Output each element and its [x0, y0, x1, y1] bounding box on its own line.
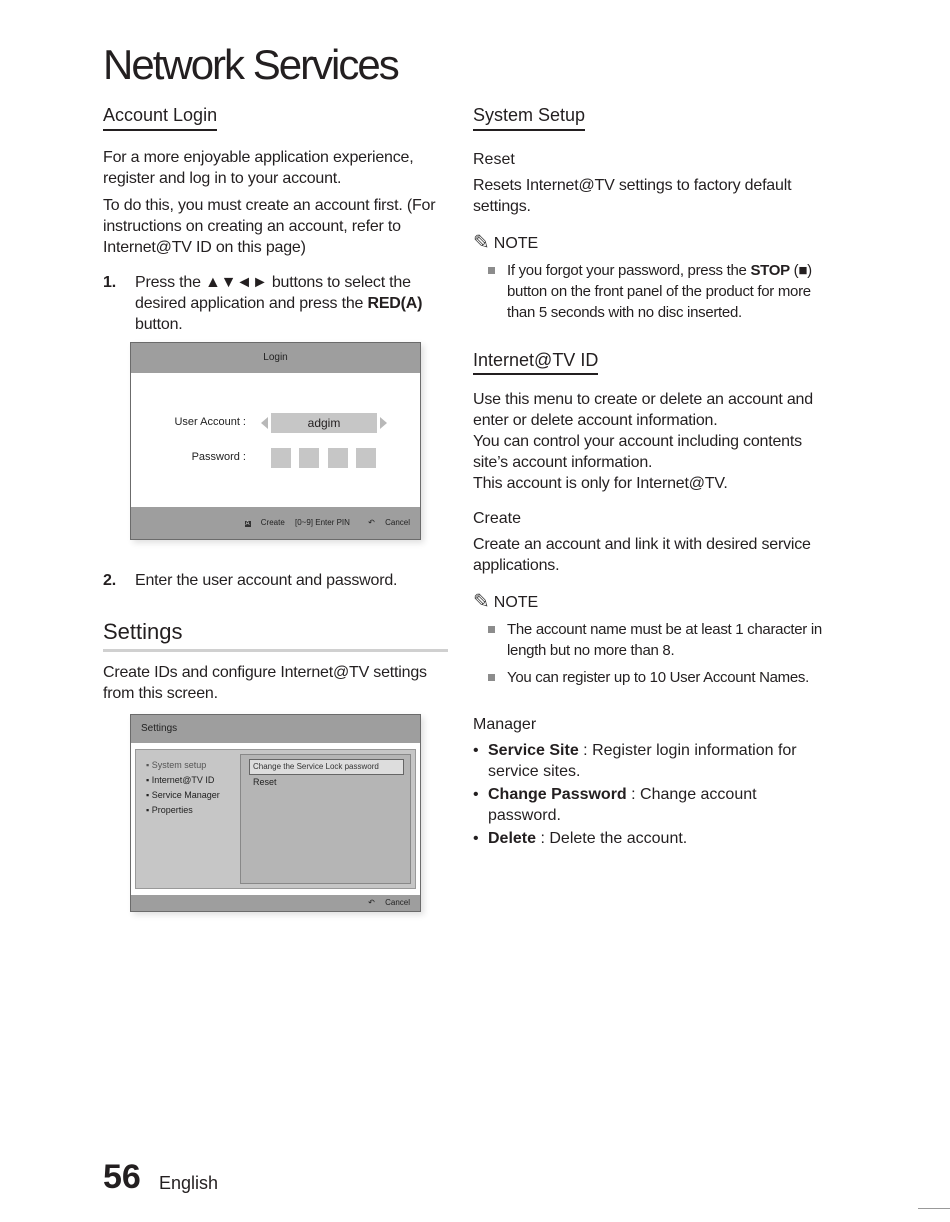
step-2	[103, 570, 448, 591]
account-login-heading: Account Login	[103, 104, 217, 131]
menu-item-internet-tv-id[interactable]: ▪ Internet@TV ID	[146, 775, 215, 785]
page-title: Network Services	[103, 41, 398, 88]
password-digit-1[interactable]	[271, 448, 291, 468]
login-screen-title: Login	[131, 343, 420, 373]
right-column	[473, 104, 833, 849]
cancel-button[interactable]: ↶ Cancel	[368, 518, 410, 527]
manager-item-change-password: • Change Password : Change account password.	[473, 786, 757, 824]
user-account-label: User Account :	[174, 416, 246, 428]
menu-item-system-setup[interactable]: ▪ System setup	[146, 760, 207, 770]
square-bullet-icon	[488, 674, 495, 681]
system-setup-heading: System Setup	[473, 104, 585, 131]
settings-para: Create IDs and configure Internet@TV settings from this screen.	[103, 663, 427, 702]
step-1	[103, 272, 448, 335]
reset-text: Resets Internet@TV settings to factory default settings.	[473, 176, 792, 215]
red-a-key-icon: A	[245, 521, 250, 527]
page-language: English	[159, 1173, 219, 1193]
manager-heading: Manager	[473, 716, 537, 733]
account-login-para2: To do this, you must create an account first. (For instructions on creating an account, refer to Internet@TV ID on this page)	[103, 196, 436, 256]
internet-tv-id-heading: Internet@TV ID	[473, 349, 598, 376]
square-bullet-icon	[488, 626, 495, 633]
step-1-number: 1.	[103, 273, 116, 291]
settings-screen-title: Settings	[131, 715, 420, 743]
step-2-text: Enter the user account and password.	[135, 572, 398, 589]
note-item: You can register up to 10 User Account Names.	[473, 667, 833, 688]
return-icon: ↶	[368, 898, 375, 907]
square-bullet-icon	[488, 267, 495, 274]
corner-rule	[918, 1208, 950, 1209]
manager-list	[473, 740, 833, 849]
step-1-text: Press the ▲▼◄► buttons to select the desired application and press the RED(A) button.	[135, 273, 423, 333]
menu-item-service-manager[interactable]: ▪ Service Manager	[146, 790, 220, 800]
settings-screen-footer	[131, 895, 420, 911]
page-number: 56	[103, 1158, 141, 1196]
cancel-button[interactable]: ↶ Cancel	[368, 898, 410, 907]
create-heading: Create	[473, 510, 522, 527]
settings-panel	[240, 754, 411, 884]
internet-tv-id-para2: You can control your account including contents site’s account information.	[473, 433, 802, 471]
note-item: The account name must be at least 1 character in length but no more than 8.	[473, 619, 833, 661]
note-heading-1: ✎ NOTE	[473, 231, 539, 254]
enter-pin-hint: [0~9] Enter PIN	[295, 518, 350, 527]
login-screen-footer	[131, 507, 420, 539]
reset-heading: Reset	[473, 150, 515, 168]
settings-screen	[130, 714, 421, 912]
internet-tv-id-para3: This account is only for Internet@TV.	[473, 475, 728, 492]
create-button[interactable]: A Create	[245, 518, 285, 527]
password-digit-4[interactable]	[356, 448, 376, 468]
pencil-note-icon: ✎	[473, 231, 490, 254]
settings-section	[103, 618, 448, 704]
left-column	[103, 104, 448, 335]
internet-tv-id-para1: Use this menu to create or delete an account and enter or delete account information.	[473, 391, 813, 429]
password-label: Password :	[191, 451, 246, 463]
change-lock-password-item[interactable]: Change the Service Lock password	[249, 759, 404, 775]
note-heading-2: ✎ NOTE	[473, 591, 539, 613]
manager-item-delete: • Delete : Delete the account.	[473, 830, 688, 847]
login-screen	[130, 342, 421, 540]
account-login-para1: For a more enjoyable application experience, register and log in to your account.	[103, 148, 414, 187]
internet-tv-id-notes	[473, 619, 833, 688]
arrow-right-icon[interactable]	[380, 417, 387, 429]
password-digit-3[interactable]	[328, 448, 348, 468]
arrow-left-icon[interactable]	[261, 417, 268, 429]
password-digit-2[interactable]	[299, 448, 319, 468]
reset-item[interactable]: Reset	[253, 777, 277, 787]
note-item: If you forgot your password, press the STOP (■) button on the front panel of the product for more than 5 seconds with no disc inserted.	[473, 260, 833, 323]
settings-body	[135, 749, 416, 889]
system-setup-notes	[473, 260, 833, 323]
pencil-note-icon: ✎	[473, 591, 490, 613]
step-2-number: 2.	[103, 572, 116, 589]
menu-item-properties[interactable]: ▪ Properties	[146, 805, 193, 815]
return-icon: ↶	[368, 518, 375, 527]
manager-item-service-site: • Service Site : Register login information for service sites.	[473, 742, 797, 780]
create-text: Create an account and link it with desired service applications.	[473, 536, 811, 574]
settings-heading: Settings	[103, 618, 448, 652]
user-account-field[interactable]: adgim	[271, 413, 377, 433]
settings-menu	[146, 758, 220, 818]
